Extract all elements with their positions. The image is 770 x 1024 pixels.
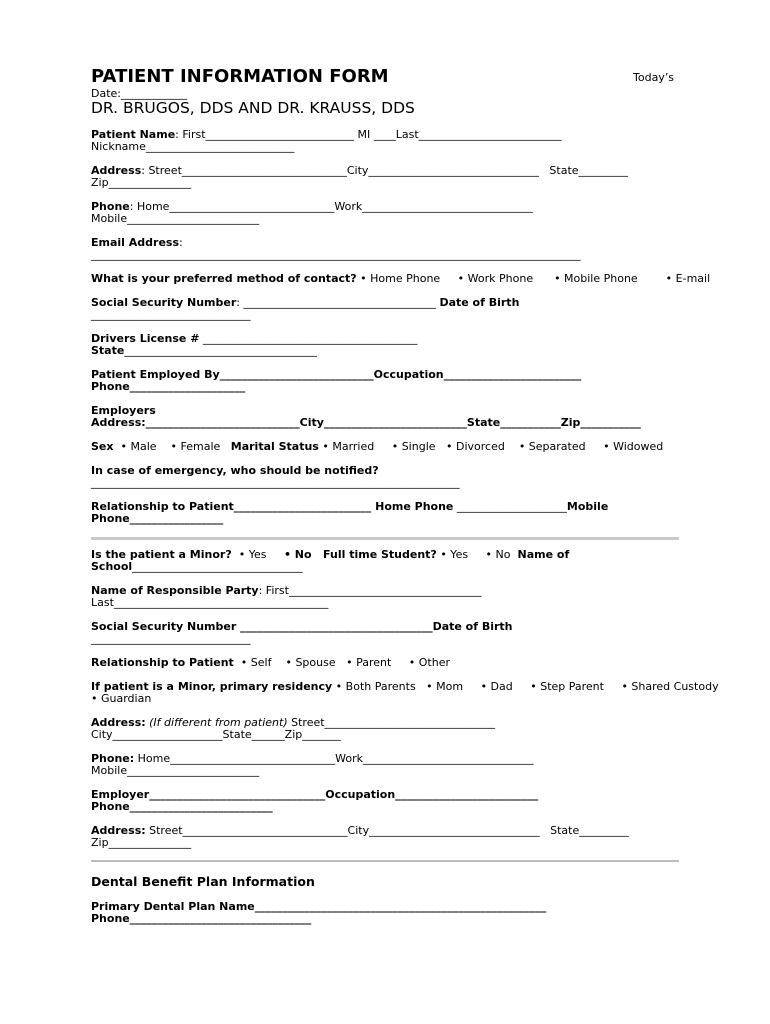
dental-section-title: Dental Benefit Plan Information [91,874,315,889]
school-field[interactable]: _______________________________ [132,560,303,573]
responsible-street-field[interactable]: Street_______________________________ [287,716,496,729]
responsible-employer-field[interactable]: Employer________________________________Occupation__________________________ [91,788,539,801]
patient-name-label: Patient Name [91,128,176,141]
section-divider-2 [91,860,679,862]
responsible-zip-field[interactable]: Zip_______________ [91,836,192,849]
patient-dob-label: Date of Birth [439,296,520,309]
responsible-relationship-row [91,657,450,669]
emergency-mobile-label: Mobile [566,500,609,513]
school-label-cont: School [91,560,133,573]
marital-status-label: Marital Status [230,440,319,453]
responsible-address2-label: Address: [91,824,146,837]
drivers-license-field[interactable]: _______________________________________ [199,332,418,345]
responsible-address-label: Address: [91,716,146,729]
employers-label: Employers [91,404,156,417]
residency-row [91,681,719,693]
patient-employer-phone-field[interactable]: Phone_____________________ [91,380,246,393]
residency-guardian-option[interactable]: • Guardian [91,692,152,705]
marital-status-options[interactable]: • Married • Single • Divorced • Separated • Widowed [318,440,664,453]
sex-marital-row [91,441,663,453]
email-label: Email Address [91,236,180,249]
dental-plan-name-field[interactable]: Primary Dental Plan Name_____________________________________________________ [91,900,547,913]
responsible-relationship-label: Relationship to Patient [91,656,234,669]
residency-options[interactable]: • Both Parents • Mom • Dad • Step Parent • Shared Custody [332,680,719,693]
employers-address-field[interactable]: Address:____________________________City__________________________State___________Zip___________ [91,416,641,429]
patient-ssn-field[interactable]: : ___________________________________ [236,296,440,309]
responsible-city-field[interactable]: City____________________State______Zip_______ [91,728,341,741]
patient-dob-field[interactable]: _____________________________ [91,308,251,321]
responsible-first-field[interactable]: : First___________________________________ [258,584,482,597]
patient-employed-field[interactable]: Patient Employed By____________________________Occupation_________________________ [91,368,582,381]
responsible-last-field[interactable]: Last_______________________________________ [91,596,329,609]
patient-ssn-label: Social Security Number [91,296,237,309]
dental-plan-phone-field[interactable]: Phone_________________________________ [91,912,312,925]
responsible-mobile-field[interactable]: Mobile________________________ [91,764,260,777]
license-state-field[interactable]: ___________________________________ [124,344,317,357]
responsible-address-note: (If different from patient) [145,716,288,729]
responsible-ssn-field[interactable]: Social Security Number ___________________________________Date of Birth [91,620,513,633]
patient-address-fields[interactable]: : Street______________________________City_______________________________ State_________ [141,164,629,177]
email-colon: : [179,236,183,249]
minor-question: Is the patient a Minor? [91,548,232,561]
contact-method-question: What is your preferred method of contact? [91,272,357,285]
patient-phone-fields[interactable]: : Home______________________________Work_______________________________ [129,200,533,213]
contact-method-row [91,273,710,285]
minor-no-option[interactable]: • No [283,548,312,561]
todays-label: Today’s [633,71,675,84]
patient-name-fields[interactable]: : First___________________________ MI ____Last__________________________ [175,128,562,141]
emergency-mobile-phone-field[interactable]: Phone_________________ [91,512,224,525]
residency-label: If patient is a Minor, primary residency [91,680,333,693]
responsible-address2-fields[interactable]: Street______________________________City_______________________________ State_________ [145,824,629,837]
email-field[interactable]: _________________________________________________________________________________________ [91,248,581,261]
emergency-question: In case of emergency, who should be notified? [91,464,379,477]
emergency-contact-field[interactable]: ___________________________________________________________________ [91,476,460,489]
license-state-label: State [91,344,125,357]
date-field[interactable]: Date:____________ [91,87,187,100]
responsible-phone-label: Phone: [91,752,135,765]
minor-yes-option[interactable]: • Yes [231,548,284,561]
patient-address-label: Address [91,164,142,177]
patient-zip-field[interactable]: Zip_______________ [91,176,192,189]
responsible-relationship-options[interactable]: • Self • Spouse • Parent • Other [233,656,450,669]
responsible-phone-fields[interactable]: Home______________________________Work_______________________________ [134,752,534,765]
form-title: PATIENT INFORMATION FORM [91,66,389,87]
school-label: Name of [517,548,570,561]
student-options[interactable]: • Yes • No [436,548,518,561]
section-divider [91,537,679,540]
responsible-party-label: Name of Responsible Party [91,584,259,597]
relationship-field[interactable]: Relationship to Patient_________________________ Home Phone [91,500,454,513]
responsible-dob-field[interactable]: _____________________________ [91,632,251,645]
contact-method-options[interactable]: • Home Phone • Work Phone • Mobile Phone • E-mail [356,272,711,285]
nickname-field[interactable]: Nickname___________________________ [91,140,295,153]
school-row [91,561,303,573]
sex-label: Sex [91,440,114,453]
student-question: Full time Student? [311,548,437,561]
practice-name: DR. BRUGOS, DDS AND DR. KRAUSS, DDS [91,99,415,117]
sex-options[interactable]: • Male • Female [113,440,231,453]
emergency-home-phone-field[interactable]: ____________________ [453,500,567,513]
patient-mobile-field[interactable]: Mobile________________________ [91,212,260,225]
license-state-row [91,345,317,357]
patient-phone-label: Phone [91,200,130,213]
drivers-license-label: Drivers License # [91,332,200,345]
responsible-employer-phone-field[interactable]: Phone__________________________ [91,800,273,813]
